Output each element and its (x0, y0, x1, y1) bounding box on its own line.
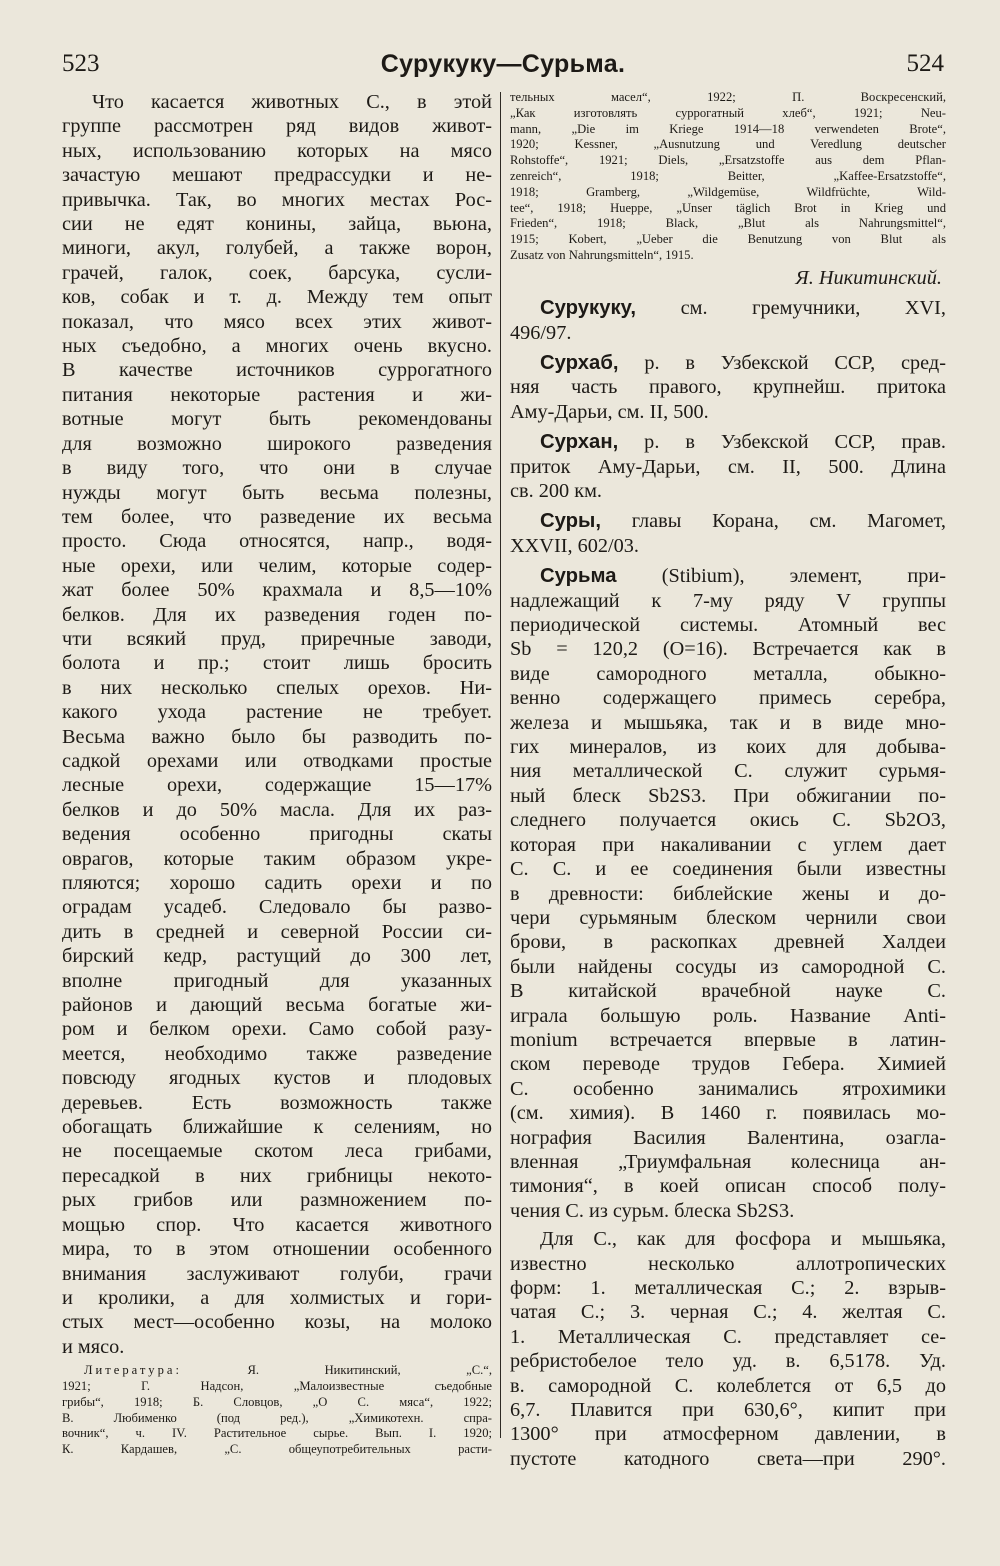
text-line: венно содержащего примесь серебра, (510, 687, 946, 710)
text-line: белков. Для их разведения годен по- (62, 603, 492, 626)
text-line: грачей, галок, соек, барсука, сусли- (62, 261, 492, 284)
text-line: питания некоторые растения и жи- (62, 383, 492, 406)
running-title: Сурукуку—Сурьма. (380, 49, 626, 78)
entry-line: приток Аму-Дарьи, см. II, 500. Длина (510, 455, 946, 478)
text-line: оградам усадеб. Следовало бы разво- (62, 896, 492, 919)
text-line: лесные орехи, содержащие 15—17% (62, 774, 492, 797)
literature-line: Литература: Я. Никитинский, „С.“, (84, 1363, 492, 1378)
literature-line: zenreich“, 1918; Beitter, „Kaffee-Ersatzstoffe“, (510, 168, 946, 183)
text-line: monium встречается впервые в латин- (510, 1028, 946, 1051)
text-line: в древности: библейские жены и до- (510, 882, 946, 905)
text-line: показал, что мясо всех этих живот- (62, 310, 492, 333)
text-line: ребристобелое тело уд. в. 6,5178. Уд. (510, 1350, 946, 1373)
literature-line: 1915; Kobert, „Ueber die Benutzung von Blut als (510, 232, 946, 247)
running-header (62, 44, 944, 84)
text-line: виде самородного металла, обыкно- (510, 662, 946, 685)
page-number-right: 524 (906, 50, 944, 77)
entry-sury (510, 509, 946, 558)
text-line: ском переводе трудов Гебера. Химией (510, 1053, 946, 1076)
text-line: ных съедобно, а многих очень вкусно. (62, 335, 492, 358)
text-line: которая при накаливании с углем дает (510, 833, 946, 856)
literature-line: tee“, 1918; Hueppe, „Unser täglich Brot in Krieg und (510, 200, 946, 215)
text-line: жат более 50% крахмала и 8,5—10% (62, 579, 492, 602)
entry-line: Суры, главы Корана, см. Магомет, (540, 510, 946, 533)
text-line: пляются; хорошо садить орехи и по (62, 872, 492, 894)
text-line: С. С. и ее соединения были известны (510, 858, 946, 881)
literature-label: Литература: (84, 1363, 182, 1378)
text-line: просто. Сюда относятся, напр., водя- (62, 530, 492, 553)
text-line: белков и до 50% масла. Для их раз- (62, 798, 492, 821)
text-line: чения С. из сурьм. блеска Sb2S3. (510, 1199, 795, 1222)
text-line: (см. химия). В 1460 г. появилась мо- (510, 1102, 946, 1125)
text-line: обогащать ближайшие к селениям, но (62, 1116, 492, 1139)
text-line: дить в средней и северной России си- (62, 920, 492, 943)
text-line: ния металлической С. служит сурьмя- (510, 760, 946, 783)
text-line: форм: 1. металлическая С.; 2. взрыв- (510, 1277, 946, 1300)
text-line: 6,7. Плавится при 630,6°, кипит при (510, 1399, 946, 1422)
text-line: пересадкой в них грибницы некото- (62, 1164, 492, 1187)
entry-line: Сурхан, р. в Узбекской ССР, прав. (540, 431, 946, 454)
entry-line: св. 200 км. (510, 480, 602, 503)
text-line: в них несколько спелых орехов. Ни- (62, 676, 492, 699)
text-line: 1. Металлическая С. представляет се- (510, 1325, 946, 1348)
literature-line: mann, „Die im Kriege 1914—18 verwendeten Brote“, (510, 121, 946, 136)
text-line: стых мест—особенно козы, на молоко (62, 1311, 492, 1334)
entry-line: няя часть правого, крупнейш. притока (510, 376, 946, 399)
text-line: В качестве источников суррогатного (62, 359, 492, 382)
entry-surkhan (510, 430, 946, 503)
text-line: мощью спор. Что касается животного (62, 1213, 492, 1236)
text-line: железа и мышьяка, так и в виде мно- (510, 711, 946, 734)
text-line: были найдены сосуды из самородной С. (510, 955, 946, 978)
text-line: брови, в раскопках древней Халдеи (510, 931, 946, 954)
entry-line: Сурукуку, см. гремучники, XVI, (540, 297, 946, 320)
text-line: периодической системы. Атомный вес (510, 614, 946, 637)
text-line: Sb = 120,2 (O=16). Встречается как в (510, 638, 946, 661)
text-line: тем более, что разведение их весьма (62, 505, 492, 528)
literature-block (62, 1363, 492, 1458)
entry-line: Сурхаб, р. в Узбекской ССР, сред- (540, 351, 946, 374)
text-line: внимания заслуживают голуби, грачи (62, 1262, 492, 1285)
text-line: надлежащий к 7-му ряду V группы (510, 589, 946, 612)
text-line: следнего получается окись С. Sb2O3, (510, 809, 946, 832)
literature-line: 1918; Gramberg, „Wildgemüse, Wildfrüchte, Wild- (510, 184, 946, 199)
text-line: районов и дающий весьма богатые жи- (62, 994, 492, 1017)
literature-continuation (510, 90, 946, 290)
literature-line: Rohstoffe“, 1921; Diels, „Ersatzstoffe aus dem Pflan- (510, 153, 946, 168)
page-number-left: 523 (62, 50, 100, 77)
text-line: какого ухода растение не требует. (62, 701, 492, 724)
text-line: группе рассмотрен ряд видов живот- (62, 115, 492, 138)
literature-line: К. Кардашев, „С. общеупотребительных расти- (62, 1442, 492, 1457)
entry-line: XXVII, 602/03. (510, 534, 639, 557)
text-line: В китайской врачебной науке С. (510, 980, 946, 1003)
literature-line: тельных масел“, 1922; П. Воскресенский, (510, 90, 946, 104)
text-line: в виду того, что они в случае (62, 457, 492, 480)
entry-surukuku (510, 296, 946, 345)
entry-headword: Сурукуку, (540, 297, 637, 320)
text-line: пустоте катодного света—при 290°. (510, 1447, 946, 1470)
entry-line: Сурьма (Stibium), элемент, при- (540, 565, 946, 588)
entry-surkhab (510, 351, 946, 424)
text-line: меется, необходимо также разведение (62, 1042, 492, 1065)
literature-line: 1921; Г. Надсон, „Малоизвестные съедобные (62, 1378, 492, 1393)
literature-line: „Как изготовлять суррогатный хлеб“, 1921; Neu- (510, 105, 946, 120)
text-line: играла большую роль. Название Anti- (510, 1004, 946, 1027)
text-line: чти всякий пруд, приречные заводи, (62, 627, 492, 650)
text-line: и кролики, а для холмистых и гори- (62, 1286, 492, 1309)
entry-headword: Суры, (540, 510, 602, 533)
literature-line: В. Любименко (под ред.), „Химикотехн. спра- (62, 1410, 492, 1425)
text-line: чери сурьмяным блеском чернили свои (510, 906, 946, 929)
literature-line: Frieden“, 1918; Black, „Blut als Nahrungsmittel“, (510, 216, 946, 231)
text-line: Что касается животных С., в этой (92, 91, 492, 113)
text-line: в. самородной С. колеблется от 6,5 до (510, 1374, 946, 1397)
text-line: миноги, акул, голубей, а также ворон, (62, 237, 492, 260)
text-line: для возможно широкого разведения (62, 432, 492, 455)
text-line: нужды могут быть весьма полезны, (62, 481, 492, 504)
text-line: повсюду ягодных кустов и плодовых (62, 1067, 492, 1090)
text-line: ром и белком орехи. Само собой разу- (62, 1018, 492, 1041)
text-line: вотные могут быть рекомендованы (62, 408, 492, 431)
text-line: 1300° при атмосферном давлении, в (510, 1423, 946, 1446)
author-signature: Я. Никитинский. (795, 266, 942, 289)
text-line: болота и пр.; стоит лишь бросить (62, 652, 492, 675)
text-line: Весьма важно было бы разводить по- (62, 725, 492, 748)
text-line: тимония“, в коей описан способ полу- (510, 1175, 946, 1198)
text-line: рых грибов или размножением по- (62, 1189, 492, 1212)
text-line: ных, использованию которых на мясо (62, 139, 492, 162)
entry-surma (510, 564, 946, 1471)
text-line: ный блеск Sb2S3. При обжигании по- (510, 784, 946, 807)
entry-headword: Сурьма (540, 565, 617, 588)
text-line: бирский кедр, растущий до 300 лет, (62, 945, 492, 968)
text-line: ведения особенно пригодны скаты (62, 823, 492, 846)
text-line: не посещаемые скотом леса грибами, (62, 1140, 492, 1163)
text-line: Для С., как для фосфора и мышьяка, (540, 1228, 946, 1251)
text-line: гих минералов, из коих для добыва- (510, 736, 946, 759)
entry-headword: Сурхаб, (540, 351, 619, 374)
text-line: сии не едят конины, зайца, вьюна, (62, 213, 492, 236)
text-line: зачастую мешают предрассудки и не- (62, 164, 492, 187)
text-line: мира, то в этом отношении особенного (62, 1238, 492, 1261)
entry-line: Аму-Дарьи, см. II, 500. (510, 400, 709, 423)
literature-line: Zusatz von Nahrungsmitteln“, 1915. (510, 247, 694, 262)
text-line: нография Василия Валентина, озагла- (510, 1126, 946, 1149)
text-line: оврагов, которые таким образом укре- (62, 847, 492, 870)
literature-line: грибы“, 1918; Б. Словцов, „О С. мяса“, 1922; (62, 1394, 492, 1409)
text-line: известно несколько аллотропических (510, 1252, 946, 1275)
literature-line: 1920; Kessner, „Ausnutzung und Veredlung deutscher (510, 137, 946, 152)
text-line: ков, собак и т. д. Между тем опыт (62, 286, 492, 309)
text-line: вленная „Триумфальная колесница ан- (510, 1150, 946, 1173)
text-line: вполне пригодный для указанных (62, 969, 492, 992)
entry-headword: Сурхан, (540, 431, 619, 454)
text-line: деревьев. Есть возможность также (62, 1091, 492, 1114)
text-line: садкой орехами или отводками простые (62, 749, 492, 772)
column-divider (500, 92, 501, 1438)
right-column (510, 90, 946, 1471)
text-line: и мясо. (62, 1335, 125, 1358)
text-line: чатая С.; 3. черная С.; 4. желтая С. (510, 1301, 946, 1324)
text-line: С. особенно занимались ятрохимики (510, 1077, 946, 1100)
entry-line: 496/97. (510, 321, 572, 344)
text-line: привычка. Так, во многих местах Рос- (62, 188, 492, 211)
literature-line: вочник“, ч. IV. Растительное сырье. Вып. I. 1920; (62, 1426, 492, 1441)
text-line: ные орехи, или челим, которые содер- (62, 554, 492, 577)
left-column (62, 90, 492, 1458)
